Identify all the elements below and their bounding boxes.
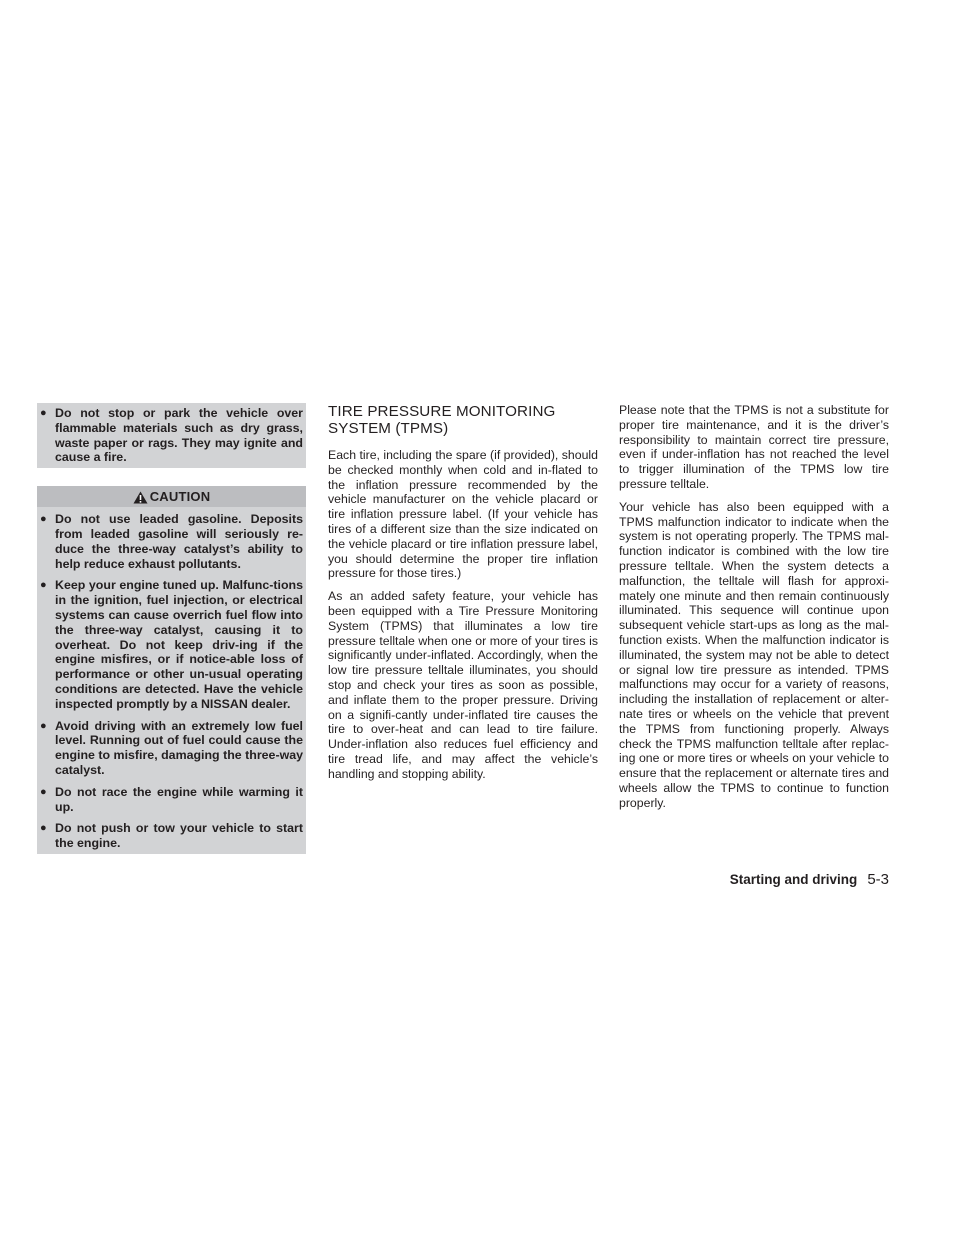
- caution-item: ● Do not race the engine while warming it up.: [40, 784, 303, 814]
- caution-item: ● Keep your engine tuned up. Malfunc-tions in the ignition, fuel injection, or electrical systems can cause overrich fuel flow into the three-way catalyst, causing it to overheat. Do not keep driv-ing if the engine misfires, or if notice-able loss of performance or other un-usual operating conditions are detected. Have the vehicle inspected promptly by a NISSAN dealer.: [40, 578, 303, 711]
- paragraph: Your vehicle has also been equipped with a TPMS malfunction indicator to indicate when the system is not operating properly. The TPMS mal-function indicator is combined with the low tire pressure telltale. When the system detects a malfunction, the telltale will flash for approxi-mately one minute and then remain continuously illuminated. This sequence will continue upon subsequent vehicle start-ups as long as the mal-function exists. When the malfunction indicator is illuminated, the system may not be able to detect or signal low tire pressure as intended. TPMS malfunctions may occur for a variety of reasons, including the installation of replacement or alter-nate tires or wheels on the vehicle that prevent the TPMS from functioning properly. Always check the TPMS malfunction telltale after replac-ing one or more tires or wheels on your vehicle to ensure that the replacement or alternate tires and wheels allow the TPMS to continue to function properly.: [619, 499, 889, 810]
- caution-title: CAUTION: [149, 489, 211, 505]
- bullet-icon: ●: [40, 719, 47, 732]
- paragraph: As an added safety feature, your vehicle has been equipped with a Tire Pressure Monitoring System (TPMS) that illuminates a low tire pressure telltale when one or more of your tires is significantly under-inflated. Accordingly, when the low tire pressure telltale illuminates, you should stop and check your tires as soon as possible, and inflate them to the proper pressure. Driving on a signifi-cantly under-inflated tire causes the tire to over-heat and can lead to tire failure. Under-inflation also reduces fuel efficiency and tire tread life, and may affect the vehicle’s handling and stopping ability.: [328, 589, 598, 781]
- caution-item: ● Avoid driving with an extremely low fuel level. Running out of fuel could cause the engine to misfire, damaging the three-way catalyst.: [40, 718, 303, 777]
- bullet-icon: ●: [40, 579, 47, 592]
- page-footer: [730, 871, 889, 888]
- bullet-icon: ●: [40, 785, 47, 798]
- footer-section-title: Starting and driving: [729, 872, 858, 887]
- bullet-icon: ●: [40, 513, 47, 526]
- middle-column: [328, 403, 598, 790]
- warning-triangle-icon: [133, 491, 148, 504]
- caution-header: [37, 486, 306, 507]
- warning-list: [40, 406, 303, 465]
- caution-box: [37, 486, 306, 854]
- page-number: 5-3: [867, 871, 889, 888]
- left-column: [37, 403, 306, 854]
- paragraph: Each tire, including the spare (if provided), should be checked monthly when cold and in-flated to the inflation pressure recommended by the vehicle manufacturer on the vehicle placard or tire inflation pressure label. (If your vehicle has tires of a different size than the size indicated on the vehicle placard or tire inflation pressure label, you should determine the proper tire inflation pressure for those tires.): [328, 448, 598, 581]
- caution-item: ● Do not push or tow your vehicle to start the engine.: [40, 821, 303, 851]
- section-heading: TIRE PRESSURE MONITORING SYSTEM (TPMS): [328, 403, 556, 437]
- caution-item: ● Do not use leaded gasoline. Deposits from leaded gasoline will seriously re-duce the three-way catalyst’s ability to help reduce exhaust pollutants.: [40, 512, 303, 571]
- caution-list: [40, 512, 303, 851]
- warning-box: [37, 403, 306, 468]
- warning-item: ● Do not stop or park the vehicle over flammable materials such as dry grass, waste paper or rags. They may ignite and cause a fire.: [40, 406, 303, 465]
- right-column: [619, 403, 889, 819]
- paragraph: Please note that the TPMS is not a substitute for proper tire maintenance, and it is the driver’s responsibility to maintain correct tire pressure, even if under-inflation has not reached the level to trigger illumination of the TPMS low tire pressure telltale.: [619, 403, 889, 491]
- bullet-icon: ●: [40, 407, 47, 419]
- bullet-icon: ●: [40, 822, 47, 835]
